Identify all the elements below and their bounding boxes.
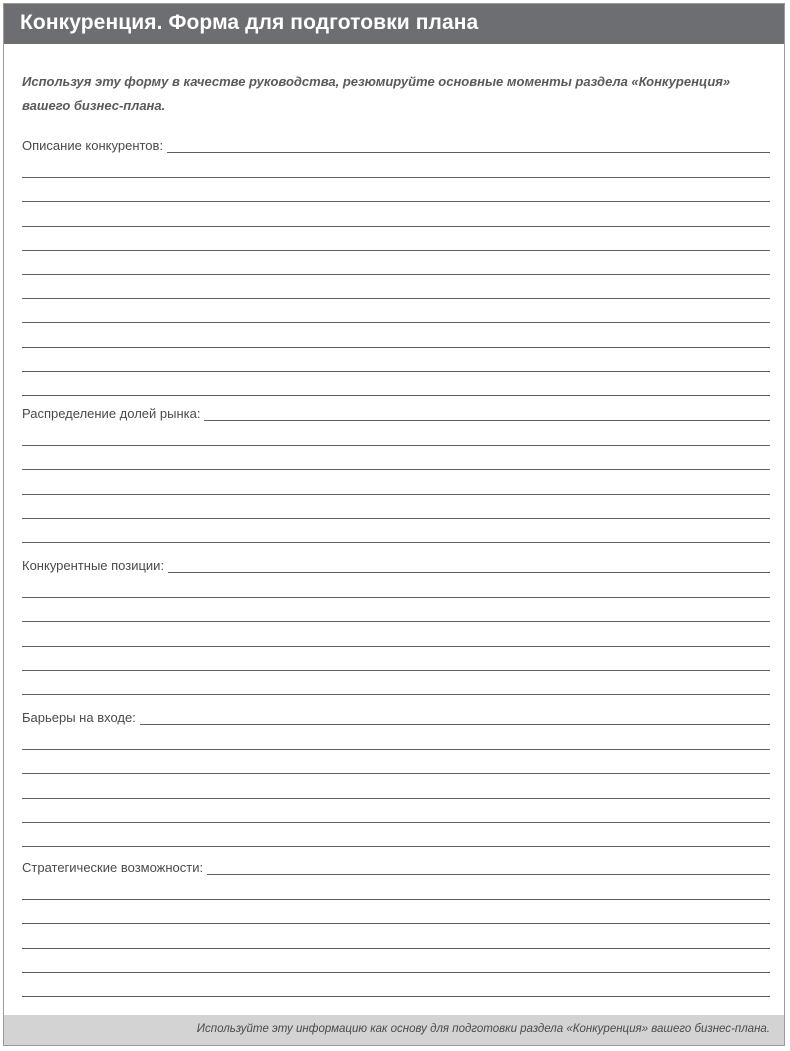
answer-line[interactable] [22, 646, 770, 647]
answer-line[interactable] [22, 597, 770, 598]
footer-bar [4, 1015, 784, 1045]
answer-line[interactable] [22, 621, 770, 622]
section-label: Конкурентные позиции: [22, 558, 165, 573]
answer-line[interactable] [22, 694, 770, 695]
form-page [3, 3, 785, 1046]
answer-line[interactable] [22, 518, 770, 519]
answer-line[interactable] [204, 420, 770, 421]
section-1 [22, 132, 770, 156]
answer-line[interactable] [22, 250, 770, 251]
answer-line[interactable] [22, 347, 770, 348]
section-label: Стратегические возможности: [22, 860, 204, 875]
answer-line[interactable] [22, 899, 770, 900]
answer-line[interactable] [22, 371, 770, 372]
answer-line[interactable] [140, 724, 770, 725]
section-2 [22, 400, 770, 424]
answer-line[interactable] [22, 445, 770, 446]
answer-line[interactable] [168, 572, 770, 573]
answer-line[interactable] [207, 874, 770, 875]
answer-line[interactable] [22, 322, 770, 323]
answer-line[interactable] [22, 201, 770, 202]
answer-line[interactable] [22, 395, 770, 396]
answer-line[interactable] [22, 177, 770, 178]
answer-line[interactable] [22, 948, 770, 949]
section-4 [22, 704, 770, 728]
answer-line[interactable] [22, 670, 770, 671]
section-label: Барьеры на входе: [22, 710, 136, 725]
section-label: Описание конкурентов: [22, 138, 164, 153]
answer-line[interactable] [22, 469, 770, 470]
answer-line[interactable] [22, 226, 770, 227]
section-label: Распределение долей рынка: [22, 406, 201, 421]
answer-line[interactable] [22, 274, 770, 275]
answer-line[interactable] [22, 972, 770, 973]
answer-line[interactable] [167, 152, 770, 153]
answer-line[interactable] [22, 773, 770, 774]
answer-line[interactable] [22, 749, 770, 750]
footer-note: Используйте эту информацию как основу для подготовки раздела «Конкуренция» вашего бизнес-плана. [196, 1023, 770, 1035]
answer-line[interactable] [22, 822, 770, 823]
answer-line[interactable] [22, 298, 770, 299]
answer-line[interactable] [22, 798, 770, 799]
answer-line[interactable] [22, 996, 770, 997]
answer-line[interactable] [22, 846, 770, 847]
instructions-text: Используя эту форму в качестве руководства, резюмируйте основные моменты раздела «Конкуренция» вашего бизнес-плана. [22, 74, 731, 113]
answer-line[interactable] [22, 923, 770, 924]
page-title: Конкуренция. Форма для подготовки плана [20, 11, 479, 34]
section-5 [22, 854, 770, 878]
answer-line[interactable] [22, 542, 770, 543]
section-3 [22, 552, 770, 576]
answer-line[interactable] [22, 494, 770, 495]
title-bar [4, 4, 784, 44]
